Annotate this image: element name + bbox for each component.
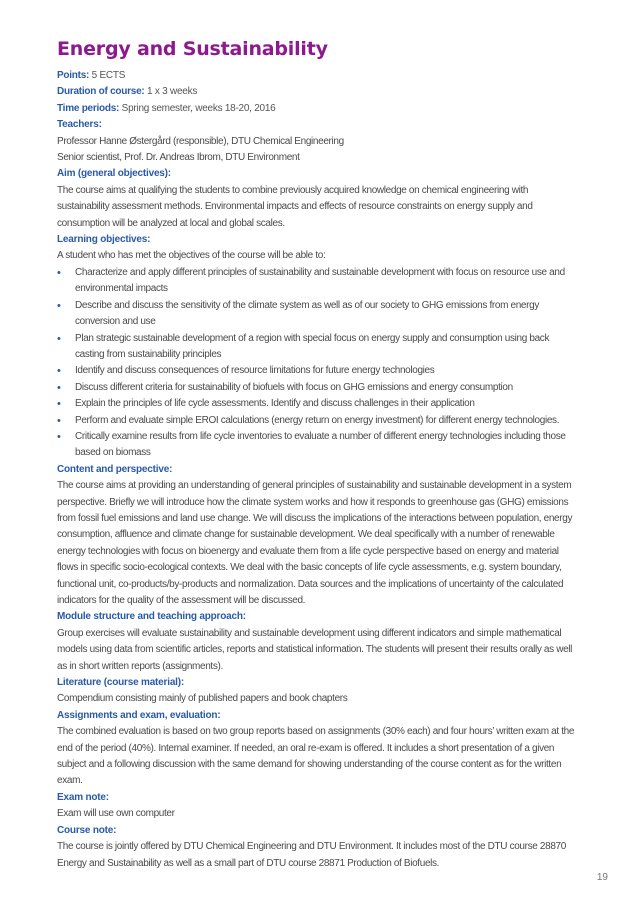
content-text: The course aims at providing an understanding of general principles of sustainability and sustainable development in a system perspective. Briefly we will introduce how the climate system works and how it responds to greenhouse gas (GHG) emissions from fossil fuel emissions and land use change. We will discuss the implications of the interactions between population, energy consumption, affluence and climate change for sustainable development. We deal specifically with a number of renewable energy technologies with focus on bioenergy and evaluate them from a life cycle perspective based on energy and material flows in specific socio-ecological contexts. We deal with the basic concepts of life cycle assessments, e.g. system boundary, functional unit, co-products/by-products and normalization. Data sources and the implications of uncertainty of the calculated indicators for the quality of the assessment will be discussed.: [57, 480, 573, 606]
objective-text: Plan strategic sustainable development of a region with special focus on energy supply and consumption using back casting from sustainability principles: [75, 332, 550, 360]
objective-text: Discuss different criteria for sustainability of biofuels with focus on GHG emissions and energy consumption: [75, 381, 513, 393]
periods-label: Time periods:: [57, 102, 120, 114]
bullet-icon: •: [57, 430, 61, 443]
periods-value: Spring semester, weeks 18-20, 2016: [121, 102, 276, 114]
learning-heading: Learning objectives:: [57, 234, 151, 246]
learning-objectives-list: [57, 265, 577, 462]
teachers-heading: Teachers:: [57, 119, 102, 131]
assignments-text: The combined evaluation is based on two group reports based on assignments (30% each) and four hours’ written exam at the end of the period (40%). Internal examiner. If needed, an oral re-exam is offered. It includes a short presentation of a given subject and a following discussion with the same demand for showing understanding of the course content as for the written exam.: [57, 726, 575, 787]
teacher-line: Senior scientist, Prof. Dr. Andreas Ibrom, DTU Environment: [57, 152, 300, 164]
bullet-icon: •: [57, 398, 61, 411]
course-note-text: The course is jointly offered by DTU Chemical Engineering and DTU Environment. It includes most of the DTU course 28870 Energy and Sustainability as well as a small part of DTU course 28871 Production of Biofuels.: [57, 841, 566, 869]
list-item: [57, 265, 577, 298]
bullet-icon: •: [57, 266, 61, 279]
bullet-icon: •: [57, 332, 61, 345]
objective-text: Perform and evaluate simple EROI calculations (energy return on energy investment) for different energy technologies.: [75, 414, 560, 426]
duration-label: Duration of course:: [57, 86, 145, 98]
list-item: [57, 413, 577, 429]
course-description: [57, 38, 577, 872]
list-item: [57, 331, 577, 364]
duration-value: 1 x 3 weeks: [147, 86, 198, 98]
teacher-line: Professor Hanne Østergård (responsible), DTU Chemical Engineering: [57, 135, 344, 147]
page-number: 19: [596, 872, 608, 883]
bullet-icon: •: [57, 414, 61, 427]
learning-intro: A student who has met the objectives of the course will be able to:: [57, 250, 326, 262]
bullet-icon: •: [57, 299, 61, 312]
bullet-icon: •: [57, 365, 61, 378]
duration-row: [57, 84, 577, 100]
objective-text: Critically examine results from life cycle inventories to evaluate a number of different energy technologies including those based on biomass: [75, 430, 566, 459]
aim-heading: Aim (general objectives):: [57, 168, 171, 180]
aim-text: The course aims at qualifying the students to combine previously acquired knowledge on chemical engineering with sustainability assessment methods. Environmental impacts and effects of resource constraints on energy supply and consumption will be analyzed at local and global scales.: [57, 184, 533, 229]
literature-text: Compendium consisting mainly of published papers and book chapters: [57, 693, 348, 705]
objective-text: Characterize and apply different principles of sustainability and sustainable development with focus on resource use and environmental impacts: [75, 266, 565, 295]
exam-note-heading: Exam note:: [57, 791, 109, 803]
list-item: [57, 429, 577, 462]
content-heading: Content and perspective:: [57, 463, 173, 475]
list-item: [57, 380, 577, 396]
points-row: [57, 68, 577, 84]
objective-text: Describe and discuss the sensitivity of the climate system as well as of our society to GHG emissions from energy conversion and use: [75, 299, 539, 328]
objective-text: Identify and discuss consequences of resource limitations for future energy technologies: [75, 365, 435, 377]
bullet-icon: •: [57, 381, 61, 394]
points-value: 5 ECTS: [91, 70, 126, 81]
course-note-heading: Course note:: [57, 824, 117, 836]
objective-text: Explain the principles of life cycle assessments. Identify and discuss challenges in their application: [75, 398, 475, 410]
page-title: Energy and Sustainability: [57, 38, 328, 60]
literature-heading: Literature (course material):: [57, 677, 185, 689]
assignments-heading: Assignments and exam, evaluation:: [57, 709, 221, 721]
periods-row: [57, 101, 577, 117]
module-heading: Module structure and teaching approach:: [57, 611, 246, 623]
module-text: Group exercises will evaluate sustainability and sustainable development using different indicators and simple mathematical models using data from scientific articles, reports and statistical information. The students will present their results orally as well as in short written reports (assignments).: [57, 627, 573, 672]
list-item: [57, 396, 577, 412]
list-item: [57, 363, 577, 379]
points-label: Points:: [57, 70, 90, 81]
list-item: [57, 298, 577, 331]
exam-note-text: Exam will use own computer: [57, 808, 175, 820]
